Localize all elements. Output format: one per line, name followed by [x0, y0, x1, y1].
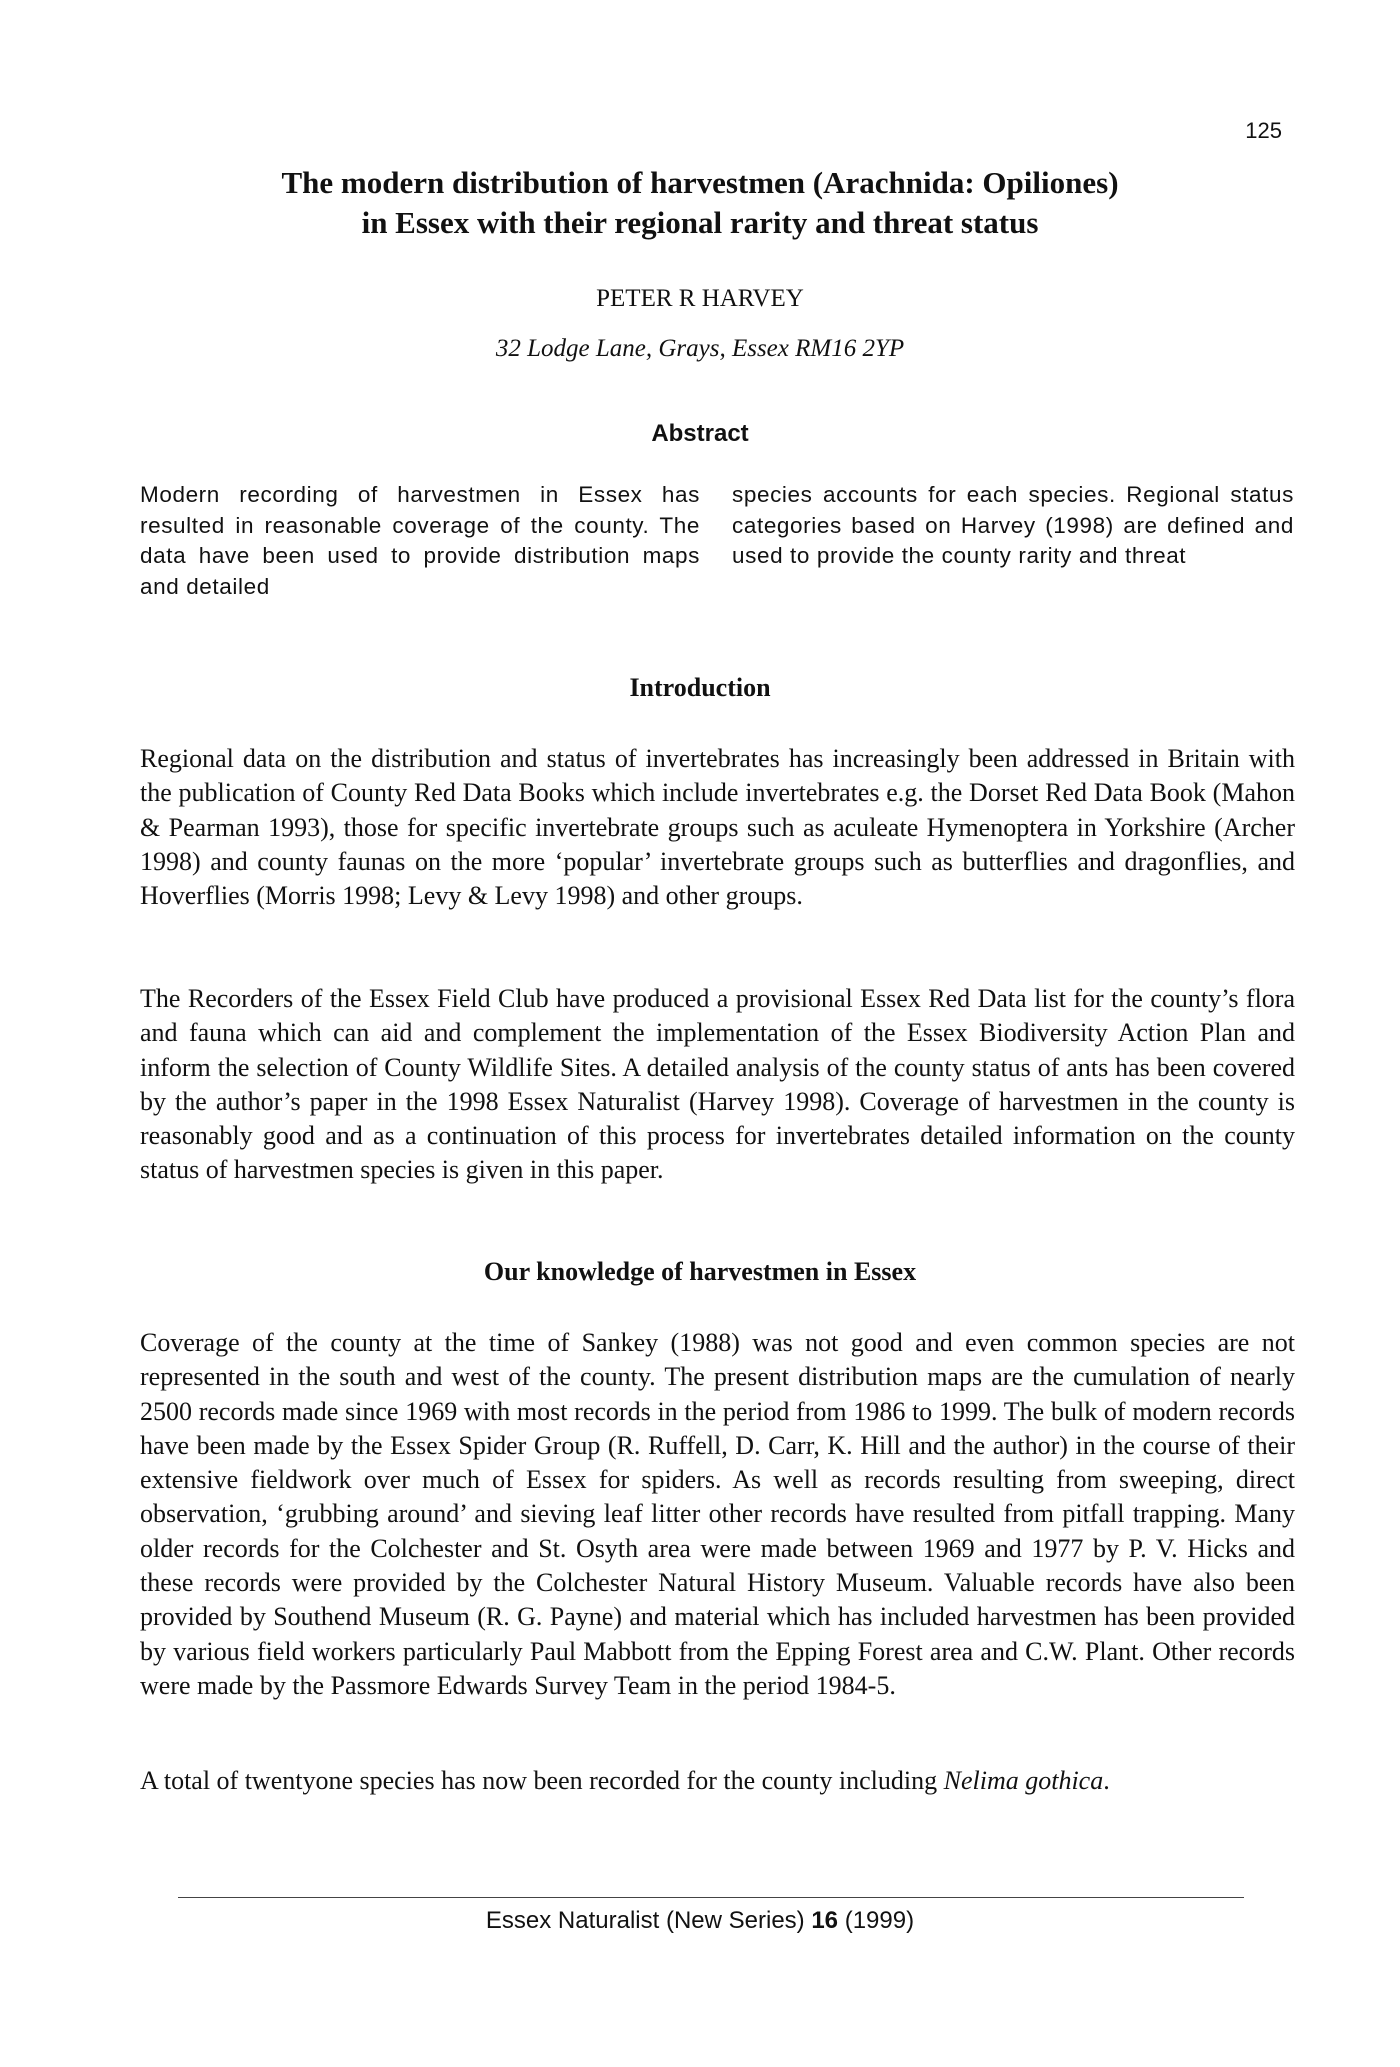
- page-number: 125: [1245, 118, 1282, 143]
- knowledge-paragraph-2-end: .: [1103, 1766, 1110, 1795]
- footer-rule: [178, 1897, 1244, 1898]
- abstract-column-left: Modern recording of harvestmen in Essex has resulted in reasonable coverage of the county. The data have been used to provide distribution maps and detailed: [140, 482, 700, 599]
- title-line-2: in Essex with their regional rarity and threat status: [361, 205, 1039, 240]
- author-name: PETER R HARVEY: [596, 285, 804, 312]
- introduction-heading: Introduction: [629, 673, 771, 702]
- abstract-heading: Abstract: [651, 420, 749, 447]
- introduction-paragraph-2: The Recorders of the Essex Field Club have produced a provisional Essex Red Data list for the county’s flora and fauna which can aid and complement the implementation of the Essex Biodiversity Action Plan and inform the selection of County Wildlife Sites. A detailed analysis of the county status of ants has been covered by the author’s paper in the 1998 Essex Naturalist (Harvey 1998). Coverage of harvestmen in the county is reasonably good and as a continuation of this process for invertebrates detailed information on the county status of harvestmen species is given in this paper.: [140, 984, 1295, 1185]
- author-address: 32 Lodge Lane, Grays, Essex RM16 2YP: [495, 335, 905, 362]
- journal-footer: [0, 1907, 1400, 1935]
- journal-year: (1999): [838, 1907, 915, 1934]
- article-title: [0, 163, 1400, 243]
- knowledge-paragraph-2: [140, 1764, 1295, 1798]
- knowledge-heading: Our knowledge of harvestmen in Essex: [483, 1257, 917, 1286]
- journal-volume: 16: [811, 1907, 839, 1934]
- introduction-paragraph-1: Regional data on the distribution and status of invertebrates has increasingly been addressed in Britain with the publication of County Red Data Books which include invertebrates e.g. the Dorset Red Data Book (Mahon & Pearman 1993), those for specific invertebrate groups such as aculeate Hymenoptera in Yorkshire (Archer 1998) and county faunas on the more ‘popular’ invertebrate groups such as butterflies and dragonflies, and Hoverflies (Morris 1998; Levy & Levy 1998) and other groups.: [140, 744, 1295, 911]
- abstract-column-right: species accounts for each species. Regional status categories based on Harvey (1998) are defined and used to provide the county rarity and threat: [732, 482, 1294, 568]
- knowledge-paragraph-1: Coverage of the county at the time of Sankey (1988) was not good and even common species are not represented in the south and west of the county. The present distribution maps are the cumulation of nearly 2500 records made since 1969 with most records in the period from 1986 to 1999. The bulk of modern records have been made by the Essex Spider Group (R. Ruffell, D. Carr, K. Hill and the author) in the course of their extensive fieldwork over much of Essex for spiders. As well as records resulting from sweeping, direct observation, ‘grubbing around’ and sieving leaf litter other records have resulted from pitfall trapping. Many older records for the Colchester and St. Osyth area were made between 1969 and 1977 by P. V. Hicks and these records were provided by the Colchester Natural History Museum. Valuable records have also been provided by Southend Museum (R. G. Payne) and material which has included harvestmen has been provided by various field workers particularly Paul Mabbott from the Epping Forest area and C.W. Plant. Other records were made by the Passmore Edwards Survey Team in the period 1984-5.: [140, 1328, 1295, 1700]
- title-line-1: The modern distribution of harvestmen (Arachnida: Opiliones): [281, 165, 1119, 200]
- species-name: Nelima gothica: [943, 1766, 1104, 1795]
- journal-name: Essex Naturalist (New Series): [485, 1907, 812, 1934]
- knowledge-paragraph-2-text: A total of twentyone species has now been recorded for the county including: [140, 1766, 944, 1795]
